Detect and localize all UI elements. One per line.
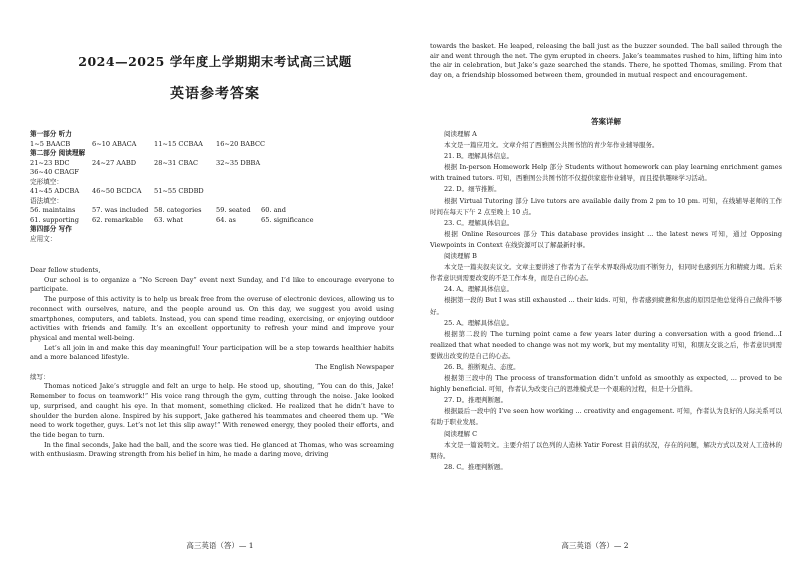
grammar-answers-row <box>30 206 394 216</box>
answer-cell: 51~55 CBDBD <box>154 187 204 196</box>
answer-cell: 28~31 CBAC <box>154 158 199 167</box>
explanation-line: 24. A。理解具体信息。 <box>444 285 514 294</box>
explanation-line: 阅读理解 B <box>444 252 477 261</box>
answer-cell: 16~20 BABCC <box>216 139 266 148</box>
explanation-line: 22. D。细节推断。 <box>444 185 501 194</box>
answer-cell: 62. remarkable <box>92 215 144 224</box>
answer-cell: 41~45 ADCBA <box>30 187 80 196</box>
letter-paragraph: Our school is to organize a “No Screen Day” event next Sunday, and I’d like to encourage everyone to participate. <box>30 275 394 294</box>
explanation-line: 本文是一篇应用文。文章介绍了西雅图公共图书馆的青少年作业辅导服务。 <box>444 141 659 150</box>
continuation-label: 续写： <box>30 372 50 381</box>
explanation-line: 26. B。推断观点、态度。 <box>444 362 520 371</box>
cloze-answers-row <box>30 187 394 197</box>
answer-cell: 59. seated <box>216 206 251 215</box>
letter-signature: The English Newspaper <box>315 363 394 372</box>
answer-key <box>30 130 394 245</box>
explanation-line: 阅读理解 C <box>444 429 478 438</box>
explanation-line: 根据 In-person Homework Help 部分 Students without homework can play learning enrichment games with trained tutors. 可知，西雅图公共图书馆不仅提供家庭作业辅导，而且提供趣味学习活动。 <box>430 163 782 183</box>
explanation-line: 根据第二段的 The turning point came a few years later during a conversation with a good friend...I realized that what needed to change was not my work, but my mentality 可知，和朋友交谈之后，作者意识到需要做出改变的是自己的心态。 <box>430 329 782 360</box>
part2-answers-row <box>30 159 394 169</box>
grammar-answers-row <box>30 216 394 226</box>
explanation-line: 根据 Online Resources 部分 This database provides insight ... the latest news 可知，通过 Opposing Viewpoints in Context 在线资源可以了解最新时事。 <box>430 229 782 249</box>
explanation-line: 21. B。理解具体信息。 <box>444 152 514 161</box>
story-paragraph: Thomas noticed Jake’s struggle and felt an urge to help. He stood up, shouting, “You can do this, Jake! Remember to focus on teamwork!” His voice rang through the gym, cutting through the noise. Jake looked up, surprised, and caught his eye. In that moment, something clicked. He realized that he didn’t have to shoulder the burden alone. Inspired by his support, Jake gathered his teammates and cheered them up. “We need to work together, guys. Let’s not let this slip away!” With renewed energy, they pooled their efforts, and the tide began to turn. <box>30 382 394 439</box>
story-continuation: towards the basket. He leaped, releasing the ball just as the buzzer sounded. The ball sailed through the air and went through the net. The gym erupted in cheers. Jake’s teammates rushed to him, lifting him into the air in celebration, but Jake’s gaze searched the stands. There, he spotted Thomas, smiling. From that day on, a friendship blossomed between them, grounded in mutual respect and encouragement. <box>430 42 782 80</box>
letter-greeting: Dear fellow students, <box>30 266 101 274</box>
answer-cell: 1~5 BAACB <box>30 139 71 148</box>
answer-cell: 11~15 CCBAA <box>154 139 203 148</box>
explanation-line: 25. A。理解具体信息。 <box>444 318 514 327</box>
document-title: 英语参考答案 <box>170 86 260 102</box>
part1-heading: 第一部分 听力 <box>30 130 72 138</box>
answer-cell: 24~27 AABD <box>92 158 137 167</box>
writing-sample <box>30 266 394 460</box>
answer-cell: 21~23 BDC <box>30 158 70 167</box>
explanation-line: 根据第一段的 But I was still exhausted ... their kids. 可知，作者感到疲惫和焦虑的原因是他总觉得自己做得不够好。 <box>430 296 782 316</box>
answer-cell: 6~10 ABACA <box>92 139 137 148</box>
seven-choose-answers: 36~40 CBAGF <box>30 168 79 177</box>
explanation-line: 本文是一篇说明文。主要介绍了以色列的人造林 Yatir Forest 目前的状况，存在的问题，解决方式以及对人工造林的期待。 <box>430 440 782 460</box>
answer-cell: 61. supporting <box>30 215 80 224</box>
explanations <box>430 129 782 473</box>
story-paragraph: In the final seconds, Jake had the ball, and the score was tied. He glanced at Thomas, who was screaming with enthusiasm. Drawing strength from his belief in him, he made a daring move, driving <box>30 440 394 459</box>
part1-answers-row <box>30 140 394 150</box>
part2-heading: 第二部分 阅读理解 <box>30 149 86 158</box>
application-label: 应用文： <box>30 235 57 244</box>
explanation-line: 23. C。理解具体信息。 <box>444 218 514 227</box>
explanation-line: 根据 Virtual Tutoring 部分 Live tutors are available daily from 2 pm to 10 pm. 可知，在线辅导老师的工作时间在每天下午 2 点至晚上 10 点。 <box>430 196 782 216</box>
explanation-heading: 答案详解 <box>591 117 621 126</box>
explanation-line: 根据最后一段中的 I’ve seen how working ... creativity and engagement. 可知，作者认为良好的人际关系可以有助于职业发展。 <box>430 407 782 427</box>
answer-cell: 65. significance <box>261 215 314 224</box>
page-footer-left: 高三英语（答）— 1 <box>186 541 254 550</box>
part4-heading: 第四部分 写作 <box>30 225 72 234</box>
explanation-line: 阅读理解 A <box>444 130 477 138</box>
explanation-line: 根据第三段中的 The process of transformation didn’t unfold as smoothly as expected, ... proved to be highly beneficial. 可知，作者认为改变自己的思维模式是一个艰难的过程，但是十分值得。 <box>430 374 782 394</box>
answer-cell: 63. what <box>154 215 184 224</box>
answer-cell: 60. and <box>261 206 286 215</box>
letter-paragraph: Let’s all join in and make this day meaningful! Your participation will be a step towards healthier habits and a more balanced lifestyle. <box>30 343 394 362</box>
letter-paragraph: The purpose of this activity is to help us break free from the overuse of electronic devices, allowing us to reconnect with ourselves, nature, and the people around us. On this day, we suggest you avoid using smartphones, computers, and tablets. Instead, you can spend time reading, exercising, or enjoying outdoor activities with friends and family. It’s an excellent opportunity to refresh your mind and improve your physical and mental well-being. <box>30 295 394 342</box>
explanation-line: 本文是一篇夹叙夹议文。文章主要讲述了作者为了在学术界取得成功而不断努力，但同时也感到压力和精疲力竭。后来作者意识到需要改变的不是工作本身，而是自己的心态。 <box>430 263 782 283</box>
grammar-heading: 语法填空： <box>30 196 63 205</box>
page-footer-right: 高三英语（答）— 2 <box>561 541 629 550</box>
answer-cell: 56. maintains <box>30 206 76 215</box>
answer-cell: 64. as <box>216 215 236 224</box>
answer-cell: 46~50 BCDCA <box>92 187 142 196</box>
explanation-line: 28. C。推理判断题。 <box>444 462 507 471</box>
answer-cell: 57. was included <box>92 206 149 215</box>
exam-title: 2024—2025 学年度上学期期末考试高三试题 <box>78 54 352 69</box>
answer-cell: 32~35 DBBA <box>216 158 261 167</box>
explanation-line: 27. D。推理判断题。 <box>444 396 508 405</box>
answer-cell: 58. categories <box>154 206 202 215</box>
cloze-heading: 完形填空： <box>30 177 63 186</box>
